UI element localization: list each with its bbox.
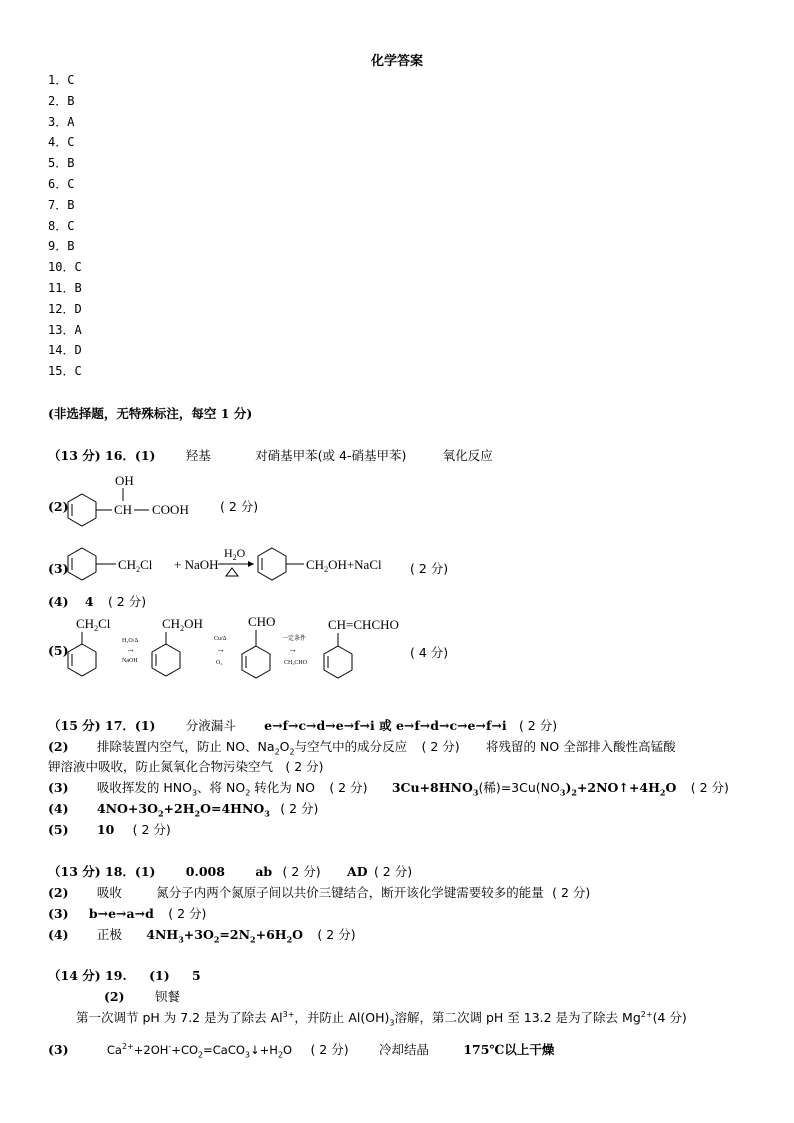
q19-p3: (3) $Ca^{2+}+2OH^-+CO_2=CaCO_3↓+H_2O$ ( 2 分) 冷却结晶 175℃以上干燥 [48,1042,555,1060]
mc-answer-6: 6．C [48,177,75,191]
q16-answer-3: 氧化反应 [442,448,493,463]
mc-answer-1: 1．C [48,73,75,87]
svg-text:CH: CH [114,502,133,517]
q18-p3: (3) b→e→a→d ( 2 分) [48,906,207,921]
q17-p2-cont: 钾溶液中吸收，防止氮氧化合物污染空气 ( 2 分) [48,759,324,774]
q16-p2-label: (2) [48,499,69,514]
svg-text:→: → [288,644,297,654]
mc-answer-15: 15．C [48,364,82,379]
q17-p2: (2) 排除装置内空气，防止 NO、$Na_2O_2$与空气中的成分反应 ( 2 分) 将残留的 NO 全部排入酸性高锰酸 [48,739,676,757]
mc-answer-4: 4．C [48,135,75,150]
q16-p4: (4) 4 ( 2 分) [48,594,147,609]
mc-answer-3: 3．A [48,114,75,129]
q16-p5-label: (5) [48,643,69,658]
q17-p3: (3) 吸收挥发的 $HNO_3$、将 $NO_2$ 转化为 NO ( 2 分) $3Cu+8HNO_3$(稀)$=3Cu(NO_3)_2+2NO↑+4H_2O$ ( 2 分) [48,780,729,798]
q16-answer-2: 对硝基甲苯(或 4-硝基甲苯) [255,448,407,463]
mandelic-acid-structure [60,470,210,530]
q17-head: （15 分) 17．(1) 分液漏斗 e→f→c→d→e→f→i 或 e→f→d→c→e→f→i ( 2 分) [48,718,558,733]
synthesis-route [60,612,420,690]
mc-answer-2: 2．B [48,93,75,108]
q16-head: （13 分) 16．(1) 羟基 对硝基甲苯(或 4-硝基甲苯) 氧化反应 [48,448,493,463]
q19-p2: (2) 钡餐 [104,989,180,1004]
q19-p2-explain: 第一次调节 pH 为 7.2 是为了除去 $Al^{3+}$，并防止 $Al(OH)_3$溶解，第二次调 pH 至 13.2 是为了除去 $Mg^{2+}(4$ 分) [76,1009,687,1028]
svg-text:→: → [216,644,225,654]
svg-text:H₂O/Δ: H₂O/Δ [122,638,139,644]
svg-text:CHO: CHO [248,614,276,629]
svg-text:CH₃CHO: CH₃CHO [284,660,308,666]
svg-text:H2O: $H_2O$ [224,546,246,562]
q16-p3-score: ( 2 分) [410,561,449,576]
q18-p4: (4) 正极 $4NH_3+3O_2=2N_2+6H_2O$ ( 2 分) [48,927,356,945]
q16-answer-1: 羟基 [185,448,211,463]
mc-answer-14: 14．D [48,343,82,358]
q17-p5: (5) 10 ( 2 分) [48,822,171,837]
mc-answer-7: 7．B [48,197,75,212]
section-note: (非选择题，无特殊标注，每空 1 分) [48,406,253,421]
q18-head: （13 分) 18．(1) 0.008 ab ( 2 分) AD ( 2 分) [48,864,413,879]
mc-answer-5: 5．B [48,156,75,171]
svg-text:NaOH: NaOH [122,658,138,664]
svg-text:O₂: O₂ [216,660,223,666]
mc-answer-11: 11．B [48,281,82,295]
mc-answer-12: 12．D [48,301,82,316]
q16-p5-score: ( 4 分) [410,645,449,660]
svg-text:OH: OH [115,473,134,488]
mc-answer-13: 13．A [48,322,82,337]
svg-text:CH2Cl: $CH_2Cl$ [76,616,111,633]
q17-p4: (4) $4NO+3O_2+2H_2O=4HNO_3$ ( 2 分) [48,801,319,819]
svg-text:CH2Cl: $CH_2Cl$ [118,557,153,574]
svg-text:+ NaOH: + NaOH [174,557,219,572]
svg-text:COOH: COOH [152,502,189,517]
svg-text:一定条件: 一定条件 [282,636,307,642]
svg-text:CH2OH: $CH_2OH$ [162,616,203,633]
q19-head: （14 分) 19. (1) 5 [48,968,201,983]
svg-text:CH=CHCHO: CH=CHCHO [328,617,399,632]
q16-p2-score: ( 2 分) [220,499,259,514]
svg-text:→: → [126,644,135,654]
q16-p3-label: (3) [48,561,69,576]
mc-answer-8: 8．C [48,218,75,233]
svg-text:Cu/Δ: Cu/Δ [214,636,227,642]
mc-answer-9: 9．B [48,239,75,254]
mc-answer-10: 10．C [48,260,82,275]
q18-p2: (2) 吸收 氮分子内两个氮原子间以共价三键结合，断开该化学键需要较多的能量 ( 2 分) [48,885,591,900]
svg-text:CH2OH+NaCl: $CH_2OH+NaCl$ [306,557,382,574]
page-title: 化学答案 [370,54,423,69]
